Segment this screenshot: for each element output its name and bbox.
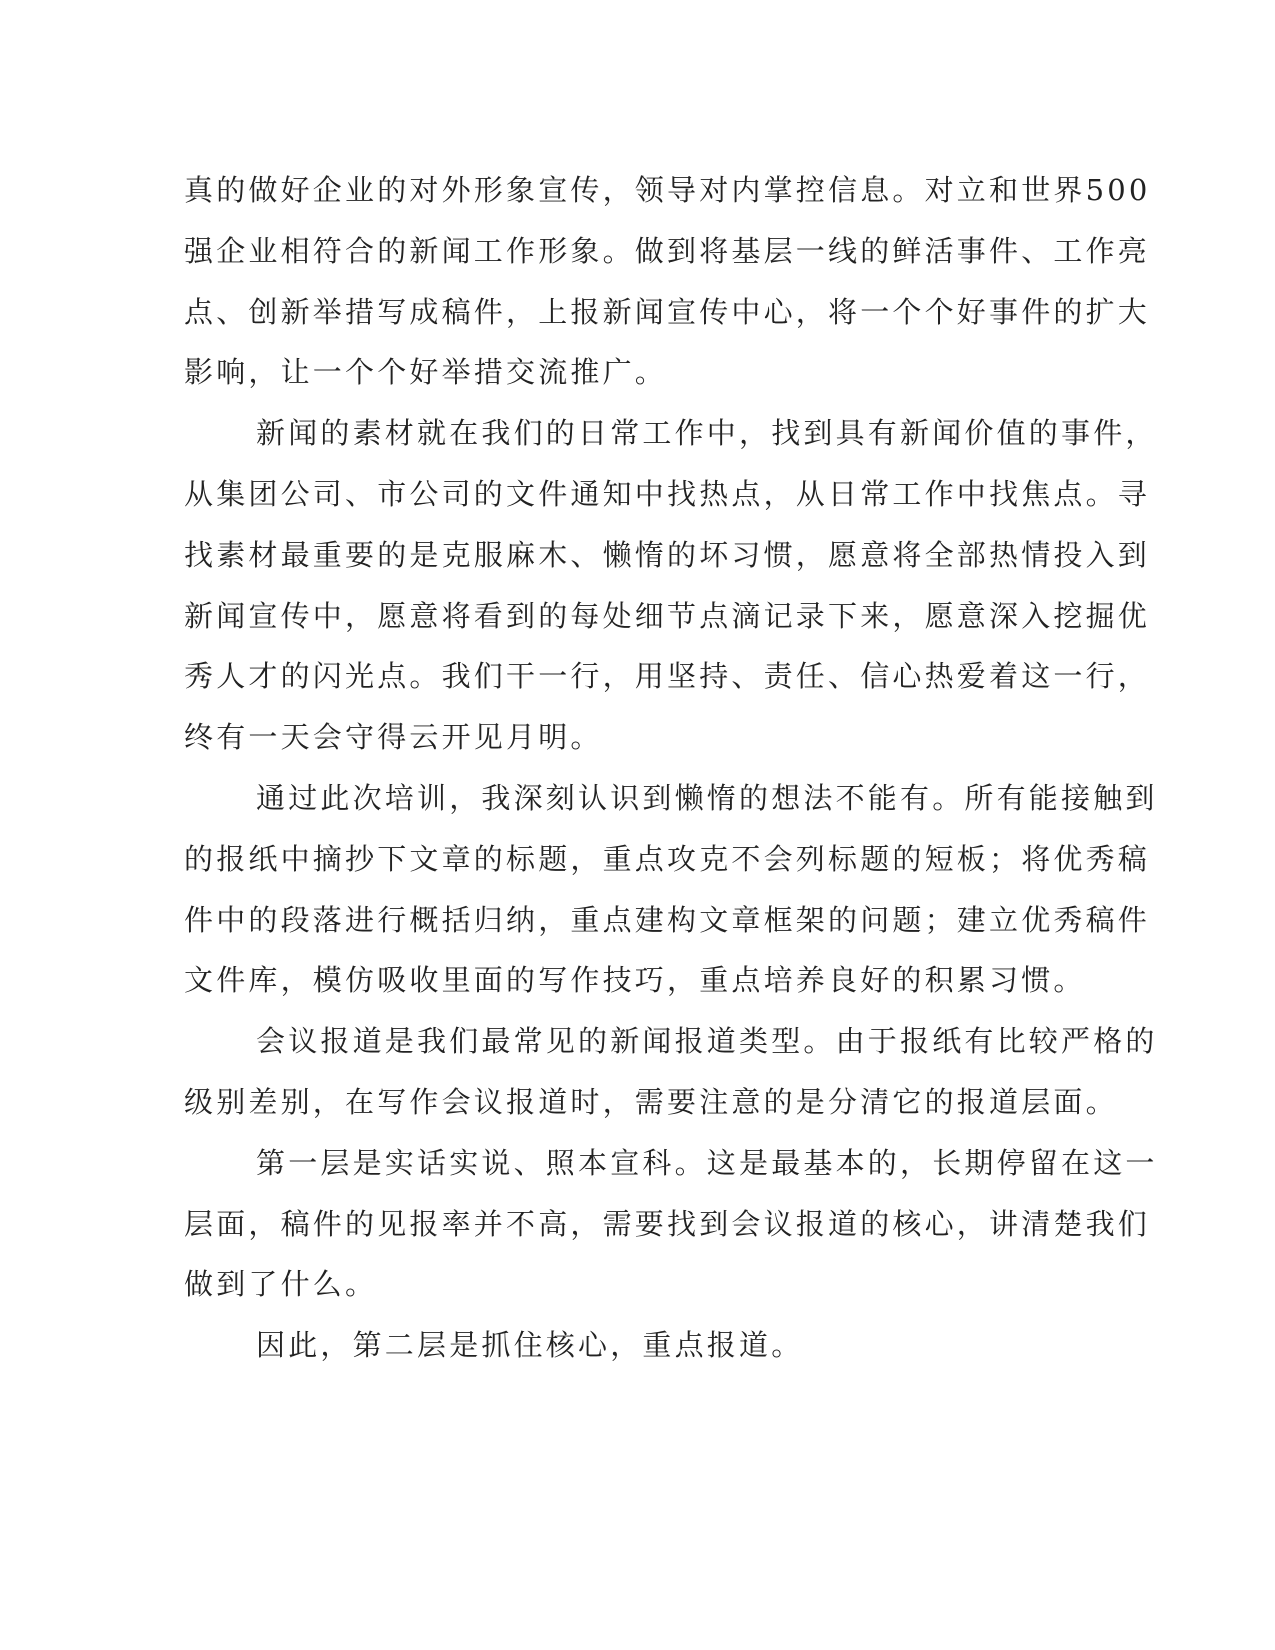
paragraph-4-line-2: 级别差别，在写作会议报道时，需要注意的是分清它的报道层面。 [184,1084,1118,1119]
paragraph-2-line-4: 新闻宣传中，愿意将看到的每处细节点滴记录下来，愿意深入挖掘优 [184,598,1151,633]
paragraph-3 [184,768,1158,1011]
document-body [184,160,1158,1376]
paragraph-3-line-3: 件中的段落进行概括归纳，重点建构文章框架的问题；建立优秀稿件 [184,902,1151,937]
paragraph-2 [184,403,1158,768]
paragraph-3-line-4: 文件库，模仿吸收里面的写作技巧，重点培养良好的积累习惯。 [184,963,1086,998]
paragraph-1-line-1: 真的做好企业的对外形象宣传，领导对内掌控信息。对立和世界500 [184,173,1151,207]
paragraph-4 [184,1011,1158,1133]
paragraph-1-line-4: 影响，让一个个好举措交流推广。 [184,355,668,390]
paragraph-1 [184,160,1151,403]
paragraph-2-line-1: 新闻的素材就在我们的日常工作中，找到具有新闻价值的事件， [256,416,1158,451]
paragraph-2-line-6: 终有一天会守得云开见月明。 [184,720,603,755]
paragraph-6-line-1: 因此，第二层是抓住核心，重点报道。 [256,1328,804,1363]
paragraph-3-line-1: 通过此次培训，我深刻认识到懒惰的想法不能有。所有能接触到 [256,780,1158,815]
paragraph-5-line-2: 层面，稿件的见报率并不高，需要找到会议报道的核心，讲清楚我们 [184,1206,1151,1241]
paragraph-6 [184,1315,1084,1376]
paragraph-4-line-1: 会议报道是我们最常见的新闻报道类型。由于报纸有比较严格的 [256,1024,1158,1059]
paragraph-2-line-5: 秀人才的闪光点。我们干一行，用坚持、责任、信心热爱着这一行， [184,659,1151,694]
paragraph-1-line-2: 强企业相符合的新闻工作形象。做到将基层一线的鲜活事件、工作亮 [184,233,1151,268]
paragraph-1-line-3: 点、创新举措写成稿件，上报新闻宣传中心，将一个个好事件的扩大 [184,294,1151,329]
paragraph-5-line-3: 做到了什么。 [184,1267,378,1302]
paragraph-5 [184,1133,1158,1315]
paragraph-2-line-2: 从集团公司、市公司的文件通知中找热点，从日常工作中找焦点。寻 [184,476,1151,511]
paragraph-5-line-1: 第一层是实话实说、照本宣科。这是最基本的，长期停留在这一 [256,1145,1158,1180]
paragraph-2-line-3: 找素材最重要的是克服麻木、懒惰的坏习惯，愿意将全部热情投入到 [184,537,1151,572]
paragraph-3-line-2: 的报纸中摘抄下文章的标题，重点攻克不会列标题的短板；将优秀稿 [184,841,1151,876]
